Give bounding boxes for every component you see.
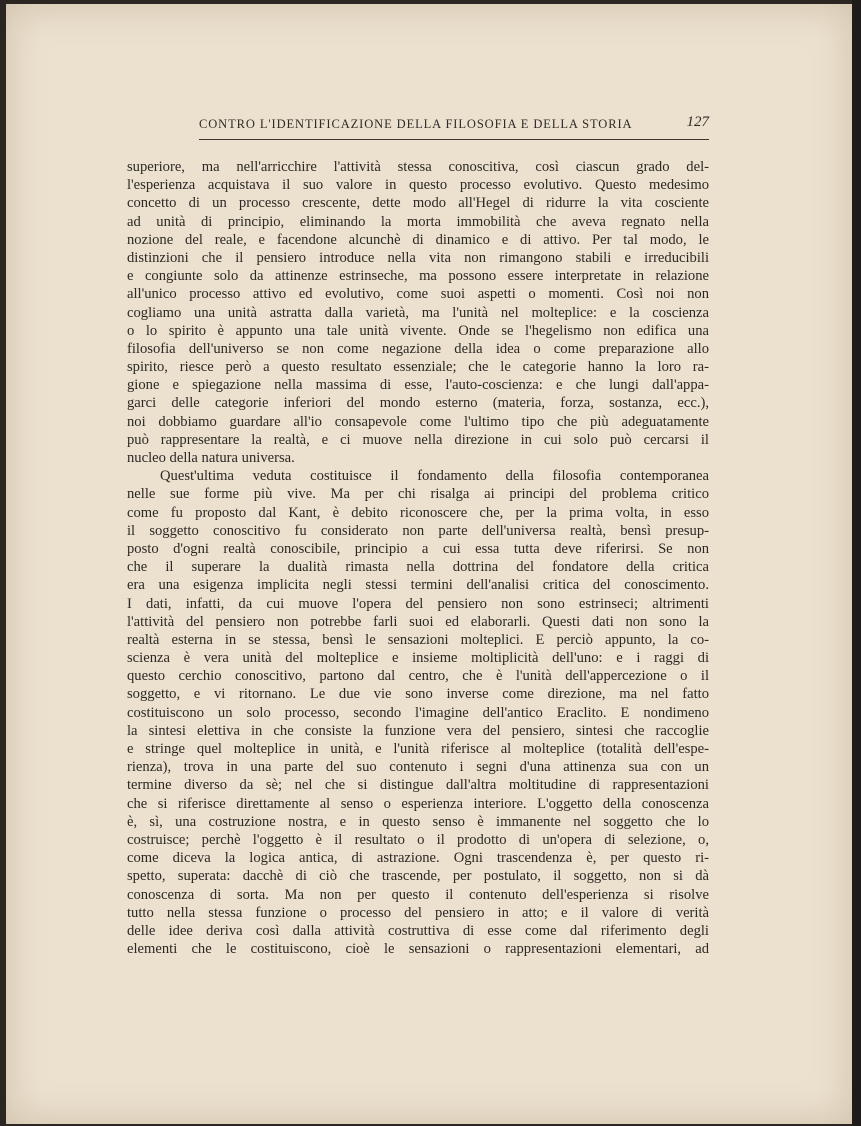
text-line: che il superare la dualità rimasta nella dottrina del fondatore della critica xyxy=(127,559,709,576)
text-line: può rappresentare la realtà, e ci muove nella direzione in cui solo può cercarsi il xyxy=(127,431,709,448)
text-line: I dati, infatti, da cui muove l'opera del pensiero non sono estrinseci; altrimenti xyxy=(127,595,709,612)
text-line: concetto di un processo crescente, dette modo all'Hegel di ridurre la vita cosciente xyxy=(127,195,709,212)
running-title: CONTRO L'IDENTIFICAZIONE DELLA FILOSOFIA E DELLA STORIA xyxy=(199,117,633,131)
text-line: elementi che le costituiscono, cioè le sensazioni o rappresentazioni elementari, ad xyxy=(127,941,709,958)
text-line: rienza), trova in una parte del suo contenuto i segni d'una attinenza sua con un xyxy=(127,759,709,776)
paragraph-start-line: Quest'ultima veduta costituisce il fondamento della filosofia contemporanea xyxy=(160,468,709,485)
text-line: spirito, riesce però a questo resultato essenziale; che le categorie hanno la loro ra- xyxy=(127,359,709,376)
text-line: la sintesi elettiva in che consiste la funzione vera del pensiero, sintesi che raccoglie xyxy=(127,722,709,739)
text-line: ad unità di principio, eliminando la morta immobilità che aveva regnato nella xyxy=(127,213,709,230)
text-line: costituiscono un solo processo, secondo l'imagine dell'antico Eraclito. E nondimeno xyxy=(127,704,709,721)
text-line: l'esperienza acquistava il suo valore in questo processo evolutivo. Questo medesimo xyxy=(127,177,709,194)
text-line: e congiunte solo da attinenze estrinseche, ma possono essere interpretate in relazione xyxy=(127,268,709,285)
text-line: tutto nella stessa funzione o processo del pensiero in atto; e il valore di verità xyxy=(127,904,709,921)
text-line: come diceva la logica antica, di astrazione. Ogni trascendenza è, per questo ri- xyxy=(127,850,709,867)
text-line: filosofia dell'universo se non come negazione della idea o come preparazione allo xyxy=(127,340,709,357)
text-line: noi dobbiamo guardare all'io consapevole come l'ultimo tipo che più adeguatamente xyxy=(127,413,709,430)
text-line: garci delle categorie inferiori del mondo esterno (materia, forza, sostanza, ecc.), xyxy=(127,395,709,412)
text-line: che si riferisce direttamente al senso o esperienza interiore. L'oggetto della conoscenza xyxy=(127,795,709,812)
text-line: nelle sue forme più vive. Ma per chi risalga ai principi del problema critico xyxy=(127,486,709,503)
text-line: o lo spirito è appunto una tale unità vivente. Onde se l'hegelismo non edifica una xyxy=(127,322,709,339)
text-line: realtà esterna in se stessa, bensì le sensazioni molteplici. E perciò appunto, la co- xyxy=(127,631,709,648)
body-text xyxy=(127,158,709,958)
text-line: nozione del reale, e facendone alcunchè di dinamico e di attivo. Per tal modo, le xyxy=(127,231,709,248)
text-line: superiore, ma nell'arricchire l'attività stessa conoscitiva, così ciascun grado del- xyxy=(127,159,709,175)
page-number: 127 xyxy=(686,114,709,130)
text-line: questo cerchio conoscitivo, partono dal centro, che è l'unità dell'appercezione o il xyxy=(127,668,709,685)
text-line: soggetto, e vi ritornano. Le due vie sono inverse come direzione, ma nel fatto xyxy=(127,686,709,703)
text-line: è, sì, una costruzione nostra, e in questo senso è immanente nel soggetto che lo xyxy=(127,813,709,830)
text-line: come fu proposto dal Kant, è debito riconoscere che, per la prima volta, in esso xyxy=(127,504,709,521)
text-line: scienza è vera unità del molteplice e insieme moltiplicità dell'uno: e i raggi di xyxy=(127,650,709,667)
text-line: gione e spiegazione nella massima di esse, l'auto-coscienza: e che lungi dall'appa- xyxy=(127,377,709,394)
text-line: il soggetto conoscitivo fu considerato non parte dell'universa realtà, bensì presup- xyxy=(127,522,709,539)
text-line: termine diverso da sè; nel che si distingue dall'altra moltitudine di rappresentazioni xyxy=(127,777,709,794)
page-header xyxy=(199,113,709,140)
text-line: cogliamo una unità astratta dalla varietà, ma l'unità nel molteplice: e la coscienza xyxy=(127,304,709,321)
text-line: posto d'ogni realtà conoscibile, principio a cui essa tutta deve riferirsi. Se non xyxy=(127,540,709,557)
text-line: costruisce; perchè l'oggetto è il resultato o il prodotto di un'opera di selezione, o, xyxy=(127,831,709,848)
text-line: all'unico processo attivo ed evolutivo, come suoi aspetti o momenti. Così noi non xyxy=(127,286,709,303)
text-line: l'attività del pensiero non potrebbe farli suoi ed elaborarli. Questi dati non sono la xyxy=(127,613,709,630)
text-line: e stringe quel molteplice in unità, e l'unità riferisce al molteplice (totalità dell'espe- xyxy=(127,741,709,757)
paragraph-end-line: nucleo della natura universa. xyxy=(127,450,295,466)
text-line: conoscenza di sorta. Ma non per questo il contenuto dell'esperienza si risolve xyxy=(127,886,709,903)
text-line: distinzioni che il pensiero introduce nella vita non rimangono stabili e irreducibili xyxy=(127,249,709,266)
text-line: delle idee deriva così dalla attività costruttiva di esse come dal riferimento degli xyxy=(127,922,709,939)
text-line: spetto, superata: dacchè di ciò che trascende, per postulato, il soggetto, non si dà xyxy=(127,868,709,885)
text-line: era una esigenza implicita negli stessi termini dell'analisi critica del conoscimento. xyxy=(127,577,709,594)
page-edge-shadow xyxy=(852,0,861,1126)
